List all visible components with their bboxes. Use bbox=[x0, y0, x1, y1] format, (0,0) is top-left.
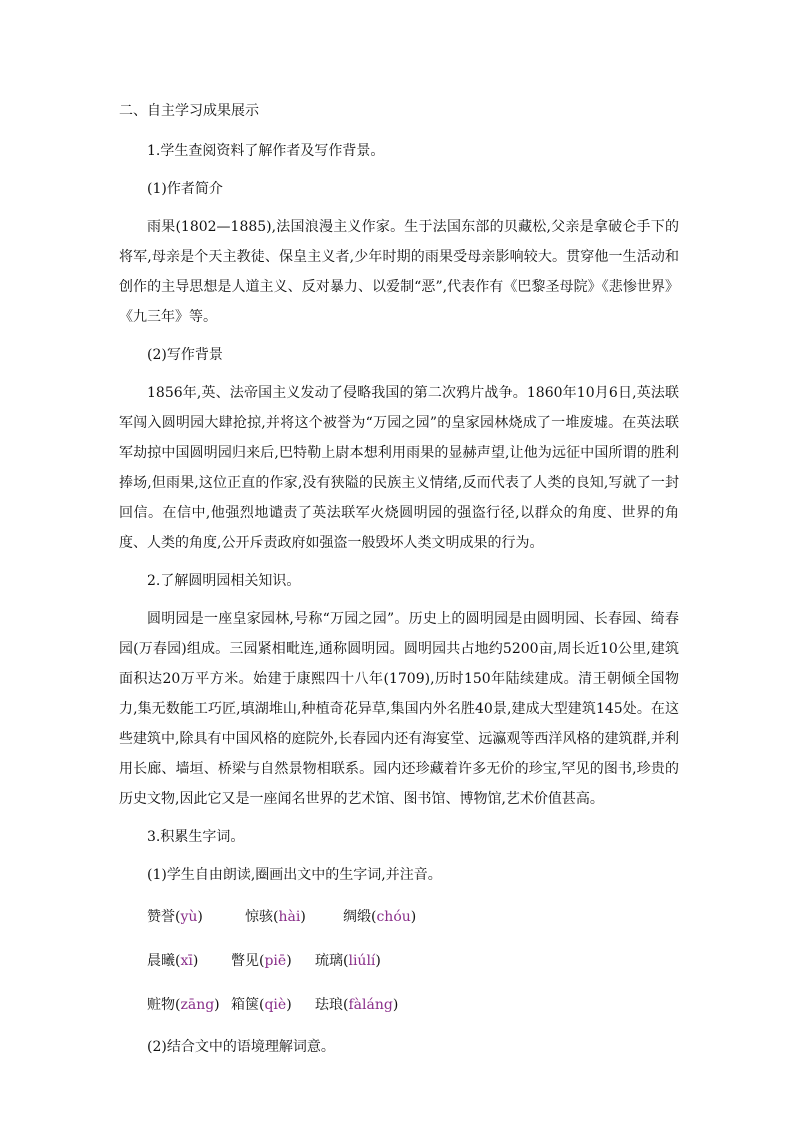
document-content bbox=[119, 96, 679, 1062]
context-instruction: (2)结合文中的语境理解词意。 bbox=[147, 1039, 335, 1055]
vocab-item: 箱箧(qiè) bbox=[231, 997, 292, 1013]
background-subtitle: (2)写作背景 bbox=[147, 347, 223, 363]
vocab-pinyin: chóu bbox=[376, 909, 411, 925]
vocab-pinyin: fàláng bbox=[348, 997, 393, 1013]
vocab-word: 珐琅 bbox=[315, 997, 343, 1013]
vocab-row bbox=[147, 946, 679, 976]
vocab-pinyin: hài bbox=[278, 909, 301, 925]
vocab-word: 瞥见 bbox=[231, 953, 259, 969]
vocab-pinyin: xī bbox=[180, 953, 193, 969]
vocab-word: 惊骇 bbox=[245, 909, 273, 925]
vocab-item: 琉璃(liúlí) bbox=[315, 953, 381, 969]
vocab-item: 赞誉(yù) bbox=[147, 909, 203, 925]
vocab-item: 惊骇(hài) bbox=[245, 909, 306, 925]
vocab-item: 珐琅(fàláng) bbox=[315, 997, 399, 1013]
author-subtitle: (1)作者简介 bbox=[147, 181, 223, 197]
item3-title: 3.积累生字词。 bbox=[147, 829, 245, 845]
vocab-word: 琉璃 bbox=[315, 953, 343, 969]
vocab-pinyin: zāng bbox=[180, 997, 215, 1013]
vocab-row bbox=[147, 902, 679, 932]
item2-title: 2.了解圆明园相关知识。 bbox=[147, 573, 301, 589]
vocab-pinyin: liúlí bbox=[348, 953, 376, 969]
vocab-instruction: (1)学生自由朗读,圈画出文中的生字词,并注音。 bbox=[147, 867, 442, 883]
vocab-pinyin: yù bbox=[180, 909, 198, 925]
vocab-word: 箱箧 bbox=[231, 997, 259, 1013]
vocab-word: 赃物 bbox=[147, 997, 175, 1013]
vocab-item: 瞥见(piē) bbox=[231, 953, 292, 969]
background-body: 1856年,英、法帝国主义发动了侵略我国的第二次鸦片战争。1860年10月6日,英法联军闯入圆明园大肆抢掠,并将这个被誉为“万园之园”的皇家园林烧成了一堆废墟。在英法联军劫掠中国圆明园归来后,巴特勒上尉本想利用雨果的显赫声望,让他为远征中国所谓的胜利捧场,但雨果,这位正直的作家,没有狭隘的民族主义情绪,反而代表了人类的良知,写就了一封回信。在信中,他强烈地谴责了英法联军火烧圆明园的强盗行径,以群众的角度、世界的角度、人类的角度,公开斥责政府如强盗一般毁坏人类文明成果的行为。 bbox=[119, 385, 679, 551]
vocab-word: 赞誉 bbox=[147, 909, 175, 925]
vocab-item: 绸缎(chóu) bbox=[343, 909, 417, 925]
vocab-word: 绸缎 bbox=[343, 909, 371, 925]
section-heading: 二、自主学习成果展示 bbox=[119, 103, 259, 119]
item1-title: 1.学生查阅资料了解作者及写作背景。 bbox=[147, 143, 385, 159]
item2-body: 圆明园是一座皇家园林,号称“万园之园”。历史上的圆明园是由圆明园、长春园、绮春园(万春园)组成。三园紧相毗连,通称圆明园。圆明园共占地约5200亩,周长近10公里,建筑面积达20万平方米。始建于康熙四十八年(1709),历时150年陆续建成。清王朝倾全国物力,集无数能工巧匠,填湖堆山,种植奇花异草,集国内外名胜40景,建成大型建筑145处。在这些建筑中,除具有中国风格的庭院外,长春园内还有海宴堂、远瀛观等西洋风格的建筑群,并利用长廊、墙垣、桥梁与自然景物相联系。园内还珍藏着许多无价的珍宝,罕见的图书,珍贵的历史文物,因此它又是一座闻名世界的艺术馆、图书馆、博物馆,艺术价值甚高。 bbox=[119, 611, 679, 807]
vocab-item: 赃物(zāng) bbox=[147, 997, 220, 1013]
vocab-item: 晨曦(xī) bbox=[147, 953, 199, 969]
vocab-word: 晨曦 bbox=[147, 953, 175, 969]
vocab-row bbox=[147, 990, 679, 1020]
vocab-pinyin: piē bbox=[264, 953, 287, 969]
author-body: 雨果(1802—1885),法国浪漫主义作家。生于法国东部的贝藏松,父亲是拿破仑手下的将军,母亲是个天主教徒、保皇主义者,少年时期的雨果受母亲影响较大。贯穿他一生活动和创作的主导思想是人道主义、反对暴力、以爱制“恶”,代表作有《巴黎圣母院》《悲惨世界》《九三年》等。 bbox=[119, 219, 679, 325]
vocab-pinyin: qiè bbox=[264, 997, 287, 1013]
